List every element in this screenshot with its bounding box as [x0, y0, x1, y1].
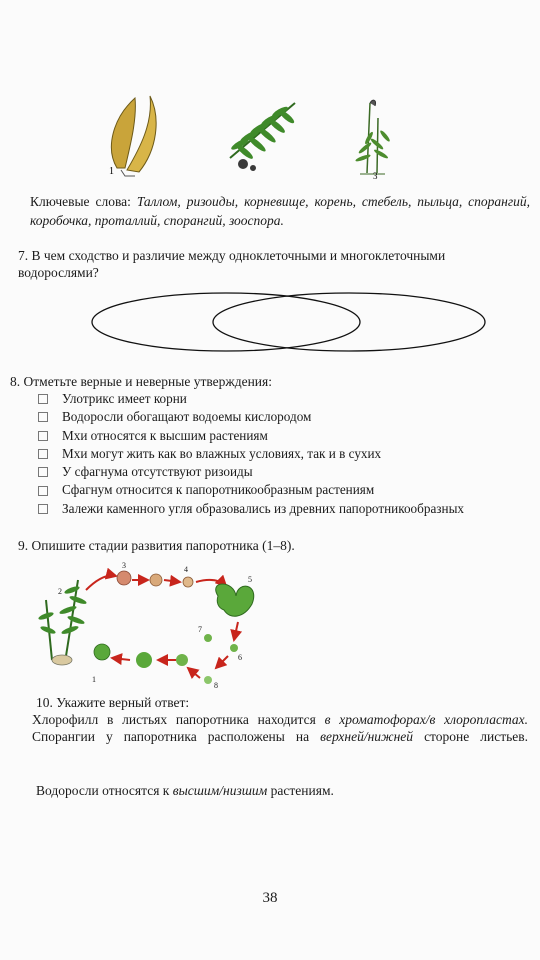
stage-label-4: 4 — [184, 565, 188, 574]
statement-item — [38, 481, 533, 499]
checkbox[interactable] — [38, 431, 48, 441]
q10-s2-options[interactable]: верхней/нижней — [320, 729, 414, 744]
q10-sentence-2 — [32, 728, 528, 746]
q10-s1-text: Хлорофилл в листьях папоротника находится — [32, 712, 325, 727]
venn-circle-right[interactable] — [213, 293, 485, 351]
checkbox[interactable] — [38, 394, 48, 404]
q10-sentence-3 — [36, 782, 526, 800]
checkbox[interactable] — [38, 467, 48, 477]
checkbox[interactable] — [38, 449, 48, 459]
statements-list — [38, 390, 533, 518]
stage-label-2: 2 — [58, 587, 62, 596]
algae-illustration — [111, 96, 156, 176]
q10-s1-options[interactable]: в хроматофорах/в хлоропластах. — [324, 712, 528, 727]
statement-item — [38, 427, 533, 445]
statement-text: Мхи могут жить как во влажных условиях, так и в сухих — [62, 445, 382, 461]
q10-sentence-1 — [32, 711, 528, 729]
plant-label-1: 1 — [109, 166, 114, 177]
question-9: 9. Опишите стадии развития папоротника (1–8). — [18, 538, 295, 553]
fern-illustration — [230, 103, 296, 171]
keywords-terms: Таллом, ризоиды, корневище, корень, стебель, пыльца, спорангий, коробочка, проталлий, спорангий, зооспора. — [30, 194, 531, 228]
statement-item — [38, 445, 533, 463]
stage-label-7: 7 — [198, 625, 202, 634]
q10-s3-options[interactable]: высшим/низшим — [172, 783, 268, 798]
venn-circle-left[interactable] — [92, 293, 360, 351]
page-number: 38 — [262, 890, 278, 906]
statement-text: Улотрикс имеет корни — [62, 391, 187, 406]
stage-label-5: 5 — [248, 575, 252, 584]
keywords-label: Ключевые слова: — [30, 194, 131, 209]
venn-diagram[interactable] — [90, 290, 490, 355]
q10-s2-text-end: стороне листьев. — [413, 729, 529, 744]
statement-item — [38, 500, 533, 518]
moss-illustration — [355, 100, 391, 174]
statement-text: Залежи каменного угля образовались из древних папоротникообразных — [62, 500, 465, 516]
q10-s3-text: Водоросли относятся к — [36, 783, 173, 798]
checkbox[interactable] — [38, 486, 48, 496]
statement-item — [38, 408, 533, 426]
plants-figure — [95, 88, 425, 180]
stage-label-8: 8 — [214, 681, 218, 690]
keywords-paragraph — [30, 192, 530, 230]
statement-text: Сфагнум относится к папоротникообразным растениям — [62, 482, 375, 498]
statement-text: У сфагнума отсутствуют ризоиды — [62, 464, 253, 480]
plant-label-3: 3 — [373, 171, 378, 180]
statement-item — [38, 390, 533, 408]
statement-text: Водоросли обогащают водоемы кислородом — [62, 409, 312, 425]
stage-label-3: 3 — [122, 561, 126, 570]
checkbox[interactable] — [38, 412, 48, 422]
statement-item — [38, 463, 533, 481]
stage-label-6: 6 — [238, 653, 242, 662]
statement-text: Мхи относятся к высшим растениям — [62, 427, 268, 443]
question-7: 7. В чем сходство и различие между одноклеточными и многоклеточными водорослями? — [18, 248, 446, 280]
q10-s2-text: Спорангии у папоротника расположены на — [32, 729, 321, 744]
question-8: 8. Отметьте верные и неверные утверждения: — [10, 374, 272, 389]
question-10-title: 10. Укажите верный ответ: — [36, 695, 190, 710]
fern-lifecycle-figure — [38, 560, 268, 690]
q10-s3-text-end: растениям. — [267, 783, 334, 798]
stage-label-1: 1 — [92, 675, 96, 684]
checkbox[interactable] — [38, 504, 48, 514]
